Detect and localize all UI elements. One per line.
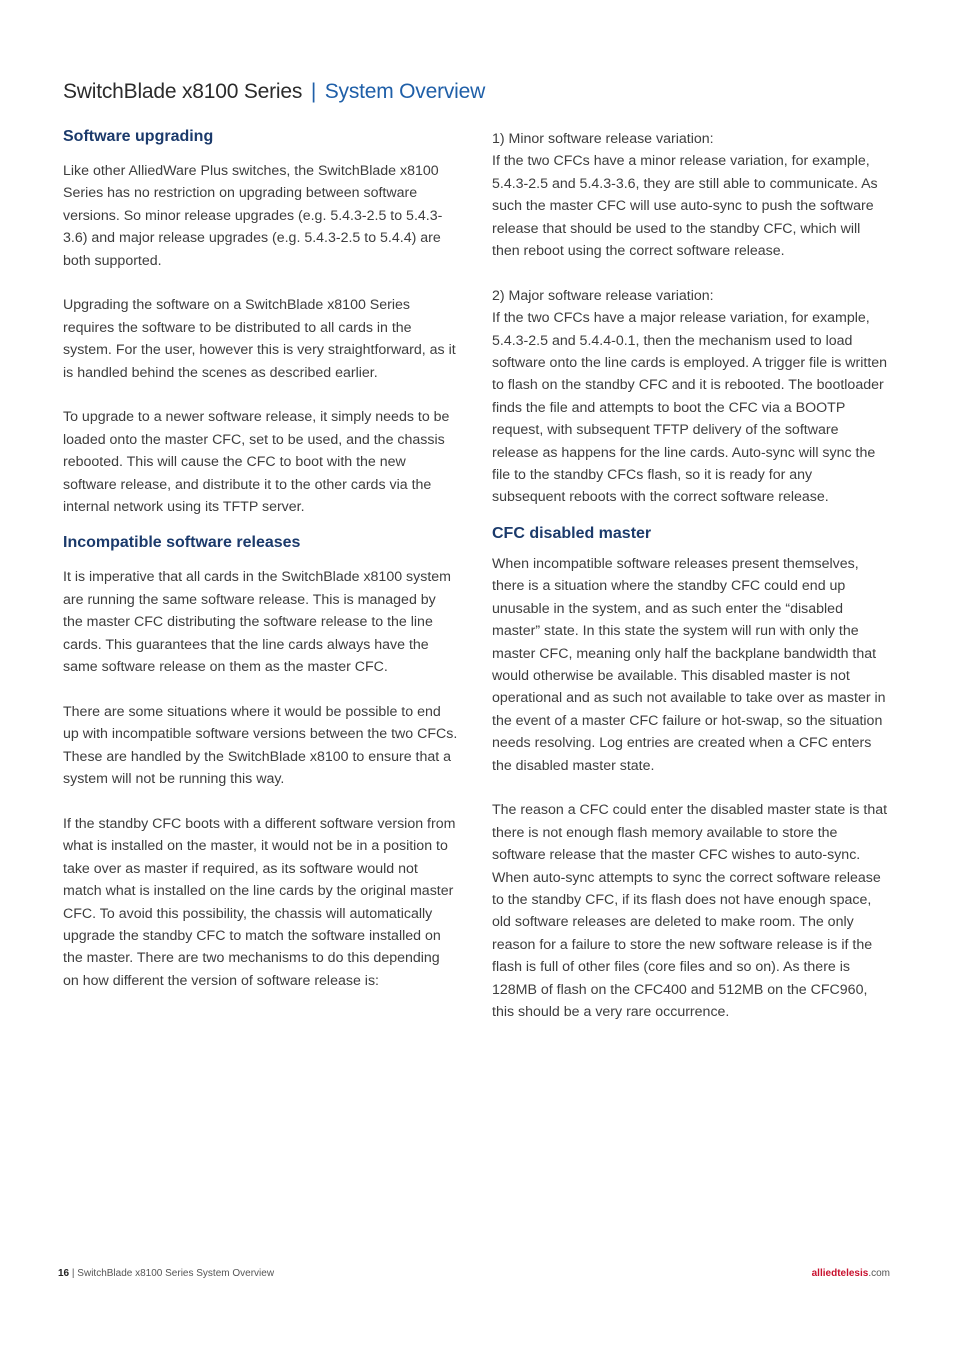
paragraph: It is imperative that all cards in the SwitchBlade x8100 system are running the same software release. This is managed by the master CFC distributing the software release to the line cards. This guarantees that the line cards always have the same software release on them as the master CFC.: [63, 569, 451, 676]
page-title-separator: |: [310, 80, 317, 103]
page-title: [63, 80, 485, 104]
paragraph: The reason a CFC could enter the disabled master state is that there is not enough flash memory available to store the software release that the master CFC wishes to auto-sync. When auto-sync attempts to sync the correct software release to the standby CFC, if its flash does not have enough space, old software releases are deleted to make room. The only reason for a failure to store the new software release is if the flash is full of other files (core files and so on). As there is 128MB of flash on the CFC400 and 512MB on the CFC960, this should be a very rare occurrence.: [492, 802, 888, 1020]
page-number: 16: [58, 1268, 70, 1279]
minor-variation: [492, 128, 888, 262]
right-column: [492, 128, 888, 1046]
left-column: [63, 126, 459, 1015]
paragraph: To upgrade to a newer software release, it simply needs to be loaded onto the master CFC, set to be used, and the chassis rebooted. This will cause the CFC to boot with the new software release, and distribute it to the other cards via the internal network using its TFTP server.: [63, 409, 450, 516]
brand-tld: .com: [868, 1268, 890, 1279]
heading-software-upgrading: Software upgrading: [63, 128, 214, 145]
footer-brand-link[interactable]: [812, 1268, 890, 1279]
footer-page-info: [58, 1268, 274, 1279]
minor-variation-text: If the two CFCs have a minor release variation, for example, 5.4.3-2.5 and 5.4.3-3.6, they are still able to communicate. As such the master CFC will use auto-sync to push the software release that should be used to the standby CFC, which will then reboot using the correct software release.: [492, 153, 878, 260]
paragraph: Like other AlliedWare Plus switches, the SwitchBlade x8100 Series has no restriction on upgrading between software versions. So minor release upgrades (e.g. 5.4.3-2.5 to 5.4.3-3.6) and major release upgrades (e.g. 5.4.3-2.5 to 5.4.4) are both supported.: [63, 163, 443, 269]
footer-separator: |: [71, 1268, 75, 1279]
footer-doc-title: SwitchBlade x8100 Series System Overview: [77, 1268, 275, 1279]
minor-variation-label: 1) Minor software release variation:: [492, 131, 714, 147]
page-title-section: System Overview: [324, 80, 486, 103]
page-title-product: SwitchBlade x8100 Series: [63, 80, 303, 103]
paragraph: If the standby CFC boots with a different software version from what is installed on the master, it would not be in a position to take over as master if required, as its software would not match what is installed on the line cards by the original master CFC. To avoid this possibility, the chassis will automatically upgrade the standby CFC to match the software installed on the master. There are two mechanisms to do this depending on how different the version of software release is:: [63, 815, 456, 989]
heading-incompatible-software-releases: Incompatible software releases: [63, 534, 301, 552]
major-variation-label: 2) Major software release variation:: [492, 287, 714, 304]
paragraph: When incompatible software releases present themselves, there is a situation where the standby CFC could end up unusable in the system, and as such enter the “disabled master” state. In this state the system will run with only the master CFC, meaning only half the backplane bandwidth that would otherwise be available. This disabled master is not operational and as such not available to take over as master in the event of a master CFC failure or hot-swap, so the situation needs resolving. Log entries are created when a CFC enters the disabled master state.: [492, 555, 886, 774]
brand-name: alliedtelesis: [811, 1268, 869, 1279]
major-variation: [492, 285, 888, 509]
heading-cfc-disabled-master: CFC disabled master: [492, 524, 652, 542]
paragraph: Upgrading the software on a SwitchBlade x8100 Series requires the software to be distributed to all cards in the system. For the user, however this is very straightforward, as it is handled behind the scenes as described earlier.: [63, 297, 456, 381]
major-variation-text: If the two CFCs have a major release variation, for example, 5.4.3-2.5 and 5.4.4-0.1, then the mechanism used to load software onto the line cards is employed. A trigger file is written to flash on the standby CFC and it is rebooted. The bootloader finds the file and attempts to boot the CFC via a BOOTP request, with subsequent TFTP delivery of the software release as happens for the line cards. Auto-sync will sync the file to the standby CFCs flash, so it is ready for any subsequent reboots with the correct software release.: [492, 310, 888, 506]
paragraph: There are some situations where it would be possible to end up with incompatible software versions between the two CFCs. These are handled by the SwitchBlade x8100 to ensure that a system will not be running this way.: [63, 703, 458, 788]
